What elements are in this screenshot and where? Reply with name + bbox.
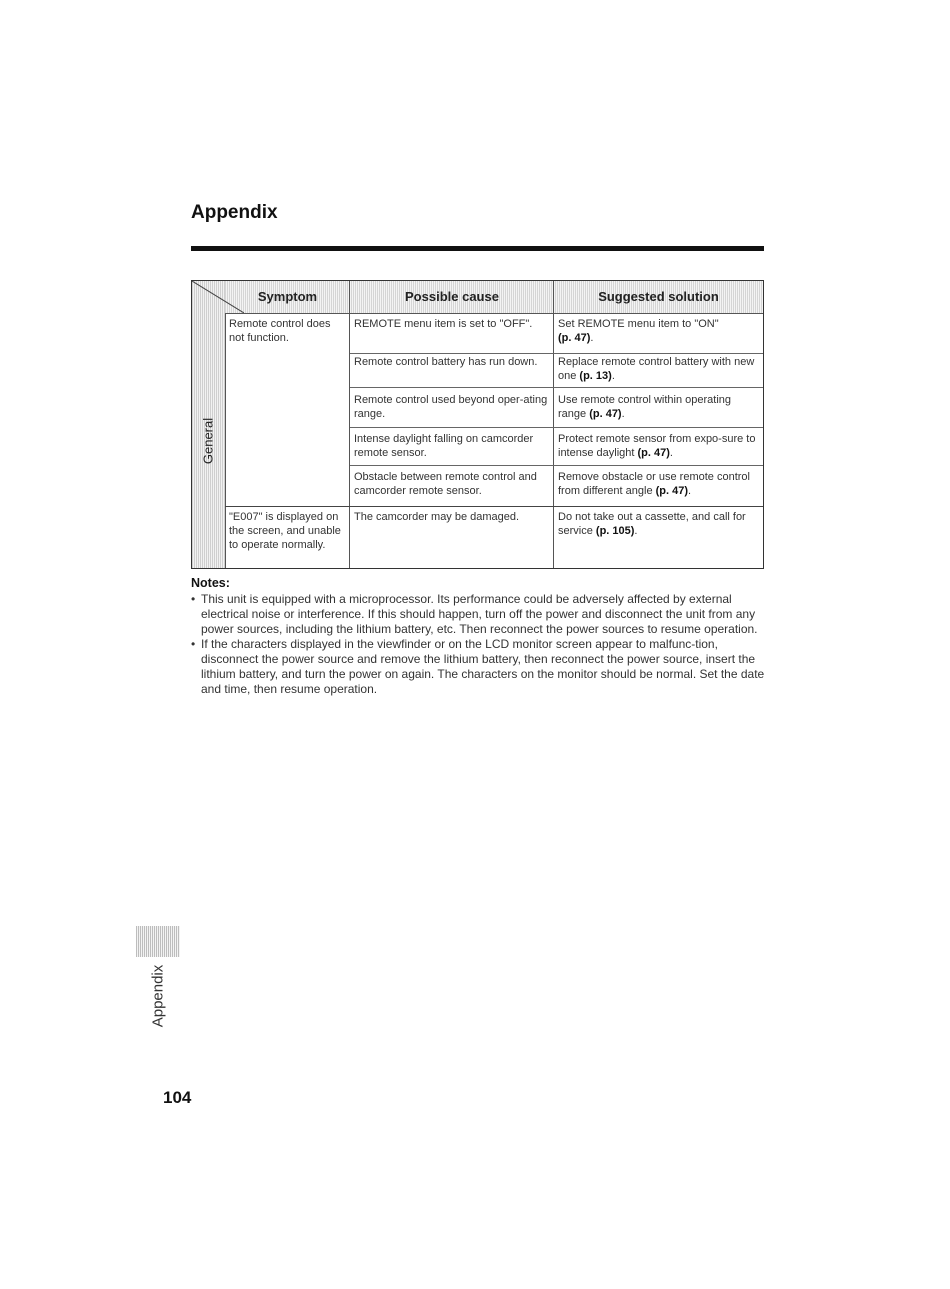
symptom-cell: "E007" is displayed on the screen, and unable to operate normally. bbox=[229, 511, 341, 551]
page-title: Appendix bbox=[191, 202, 278, 223]
header-possible-cause: Possible cause bbox=[405, 289, 499, 304]
page-reference: (p. 105) bbox=[595, 525, 635, 537]
row-divider bbox=[350, 465, 763, 466]
troubleshooting-table bbox=[191, 280, 764, 569]
page-reference: (p. 13) bbox=[579, 370, 612, 382]
page-reference: (p. 47) bbox=[655, 485, 689, 497]
section-side-tab bbox=[192, 281, 226, 568]
solution-cell: Protect remote sensor from expo-sure to intense daylight (p. 47). bbox=[558, 433, 756, 459]
cause-cell: REMOTE menu item is set to "OFF". bbox=[354, 318, 533, 330]
header-suggested-solution: Suggested solution bbox=[598, 289, 719, 304]
cause-cell: Obstacle between remote control and camcorder remote sensor. bbox=[354, 471, 537, 497]
row-divider bbox=[225, 506, 763, 507]
solution-cell: Remove obstacle or use remote control from different angle (p. 47). bbox=[558, 471, 750, 497]
cause-cell: Remote control used beyond oper-ating range. bbox=[354, 394, 548, 420]
column-divider bbox=[553, 281, 554, 568]
notes-list bbox=[191, 592, 766, 697]
note-item: • If the characters displayed in the viewfinder or on the LCD monitor screen appear to malfunc-tion, disconnect the power source and remove the lithium battery, then reconnect the power source, insert the lithium battery, and turn the power on again. The characters on the monitor should be normal. Set the date and time, then resume operation. bbox=[191, 637, 766, 697]
solution-cell: Use remote control within operating range (p. 47). bbox=[558, 394, 732, 420]
chapter-tab-label: Appendix bbox=[149, 964, 167, 1028]
page-reference: (p. 47) bbox=[589, 408, 622, 420]
cause-cell: Intense daylight falling on camcorder remote sensor. bbox=[354, 433, 534, 459]
page-reference: (p. 47) bbox=[558, 332, 591, 344]
row-divider bbox=[350, 387, 763, 388]
solution-cell: Do not take out a cassette, and call for service (p. 105). bbox=[558, 511, 746, 537]
row-divider bbox=[350, 353, 763, 354]
notes-title: Notes: bbox=[191, 576, 230, 590]
section-label: General bbox=[200, 417, 216, 465]
title-rule bbox=[191, 246, 764, 251]
page-number: 104 bbox=[163, 1088, 192, 1107]
column-divider bbox=[349, 281, 350, 568]
symptom-cell: Remote control does not function. bbox=[229, 318, 331, 344]
cause-cell: The camcorder may be damaged. bbox=[354, 511, 520, 523]
row-divider bbox=[350, 427, 763, 428]
chapter-tab-marker bbox=[136, 926, 180, 957]
solution-cell: Replace remote control battery with new one (p. 13). bbox=[558, 356, 755, 382]
header-symptom: Symptom bbox=[257, 289, 318, 304]
note-item: • This unit is equipped with a microprocessor. Its performance could be adversely affected by external electrical noise or interference. If this should happen, turn off the power and disconnect the unit from any power sources, including the lithium battery, etc. Then reconnect the power sources to resume operation. bbox=[191, 592, 766, 637]
page-reference: (p. 47) bbox=[637, 447, 670, 459]
cause-cell: Remote control battery has run down. bbox=[354, 356, 538, 368]
solution-cell: Set REMOTE menu item to "ON" (p. 47). bbox=[558, 318, 719, 344]
